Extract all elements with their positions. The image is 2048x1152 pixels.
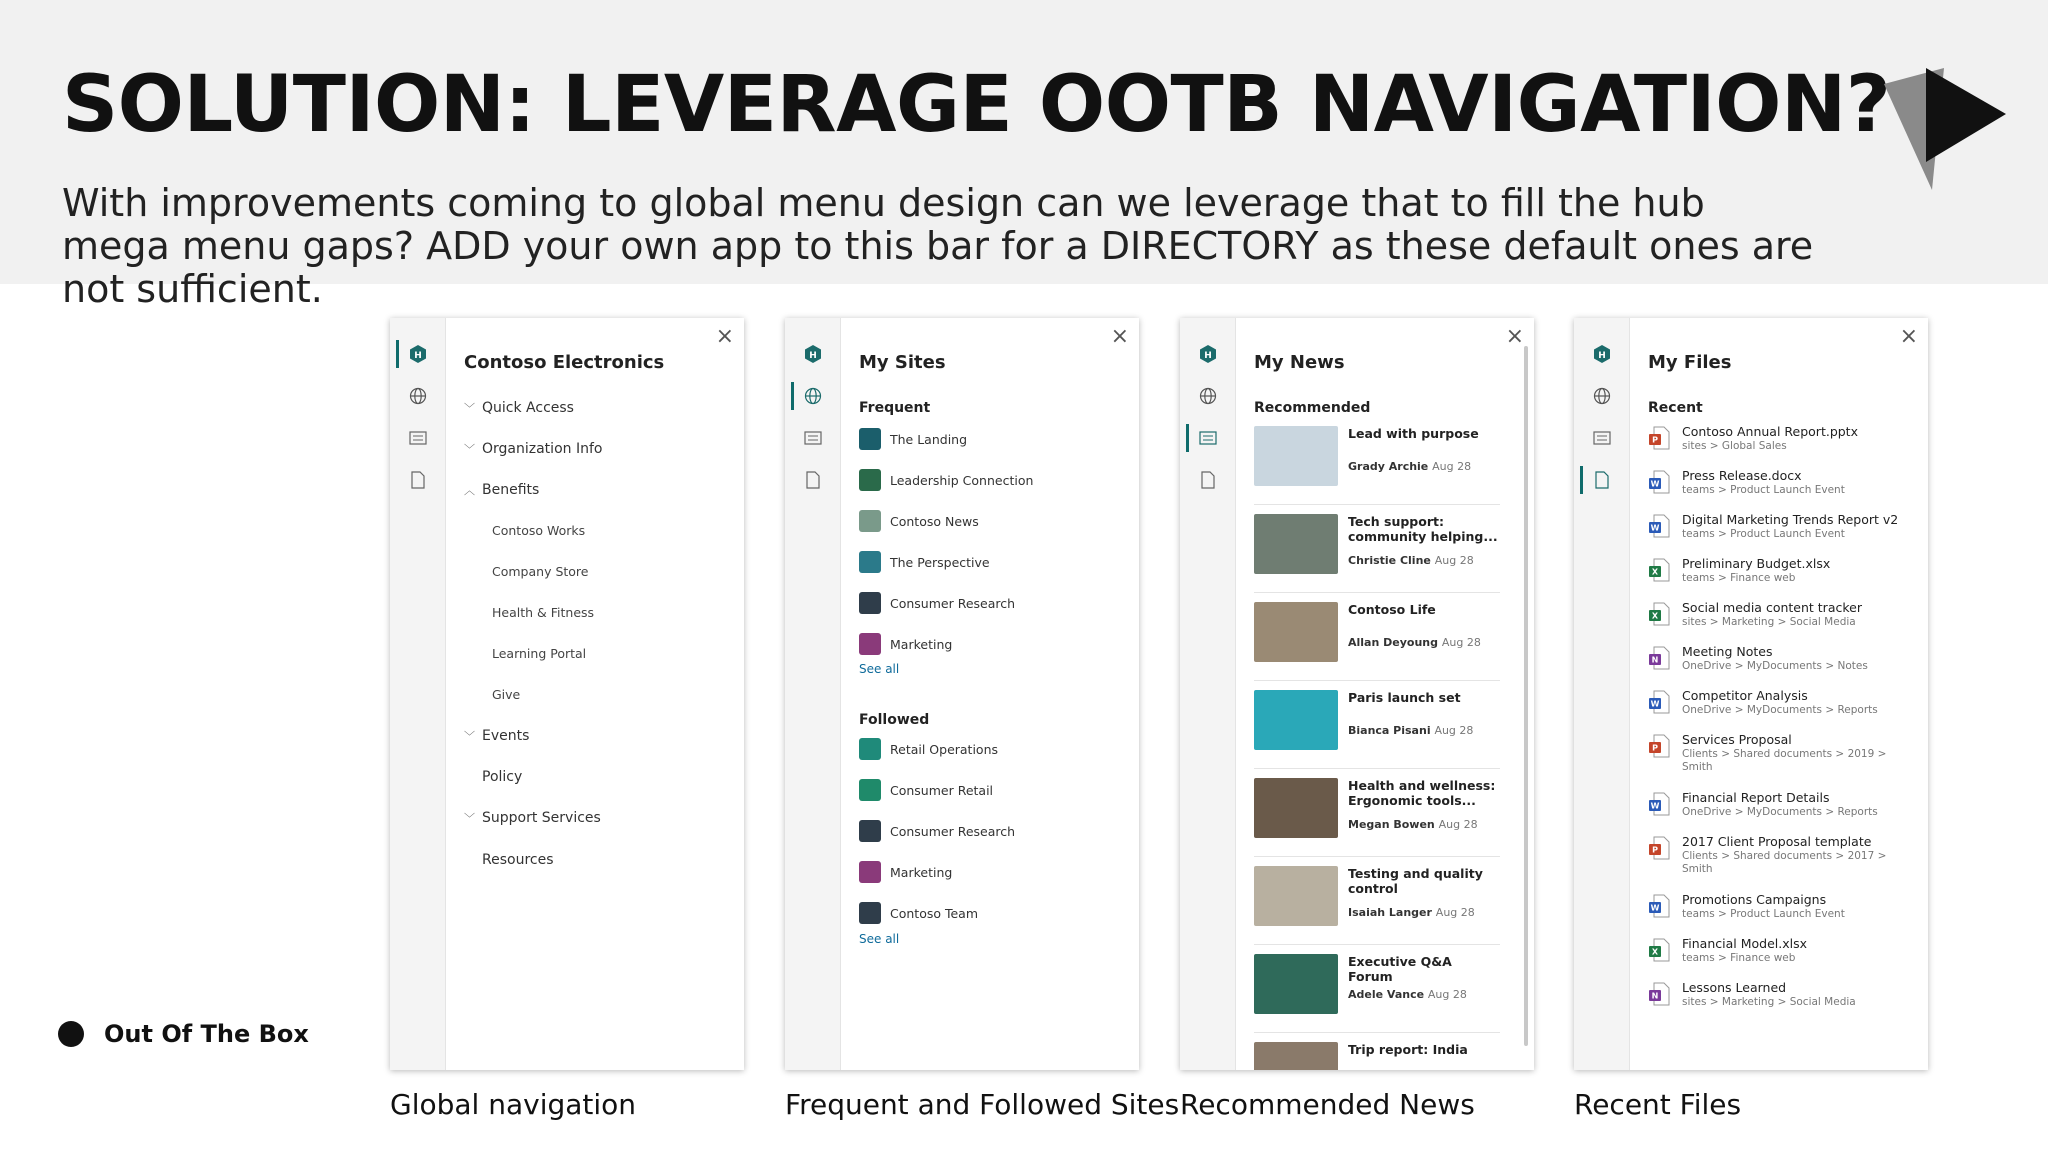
file-item[interactable] <box>1648 732 1908 772</box>
hub-home-icon[interactable] <box>795 336 831 372</box>
news-thumbnail <box>1254 866 1338 926</box>
global-navigation-panel <box>390 318 744 1070</box>
app-bar <box>1574 318 1630 1070</box>
ppt-file-icon <box>1648 734 1670 758</box>
slide-title: SOLUTION: LEVERAGE OOTB NAVIGATION? <box>62 60 1891 150</box>
frequent-heading: Frequent <box>859 400 931 416</box>
news-title: Health and wellness: Ergonomic tools... <box>1348 778 1496 808</box>
news-title: Contoso Life <box>1348 602 1436 617</box>
news-title: Trip report: India <box>1348 1042 1468 1057</box>
site-item-label: The Perspective <box>890 554 990 570</box>
hub-icon <box>859 428 881 450</box>
globe-icon[interactable] <box>1190 378 1226 414</box>
site-item-label: Marketing <box>890 864 953 880</box>
file-item[interactable] <box>1648 424 1908 464</box>
svg-text:H: H <box>414 351 422 361</box>
followed-heading: Followed <box>859 712 930 728</box>
close-icon[interactable]: × <box>715 324 734 349</box>
news-thumbnail <box>1254 954 1338 1014</box>
site-item[interactable] <box>859 633 952 655</box>
news-meta <box>1348 636 1481 649</box>
site-item[interactable] <box>859 861 952 883</box>
site-item-label: Consumer Retail <box>890 782 994 798</box>
news-meta <box>1348 818 1478 831</box>
hub-home-icon[interactable] <box>1584 336 1620 372</box>
nav-item[interactable] <box>464 441 602 457</box>
nav-item[interactable] <box>464 852 554 868</box>
word-file-icon <box>1648 894 1670 918</box>
site-item-label: Retail Operations <box>890 741 999 757</box>
see-all-frequent-link[interactable]: See all <box>859 662 900 676</box>
divider <box>1254 592 1500 593</box>
file-path: OneDrive > MyDocuments > Notes <box>1682 660 1868 672</box>
news-icon[interactable] <box>1584 420 1620 456</box>
site-item[interactable] <box>859 469 1033 491</box>
file-name: Competitor Analysis <box>1682 688 1808 703</box>
file-path: teams > Product Launch Event <box>1682 528 1845 540</box>
divider <box>1254 768 1500 769</box>
consumer-retail-icon <box>859 779 881 801</box>
chevron-down-icon: ﹀ <box>464 730 475 743</box>
news-author: Isaiah Langer <box>1348 906 1432 919</box>
news-item[interactable] <box>1254 426 1500 498</box>
nav-item[interactable] <box>464 728 529 744</box>
nav-item[interactable] <box>492 564 588 579</box>
news-item[interactable] <box>1254 866 1500 938</box>
close-icon[interactable]: × <box>1110 324 1129 349</box>
divider <box>1254 504 1500 505</box>
caption-files: Recent Files <box>1574 1088 1742 1121</box>
caption-sites: Frequent and Followed Sites <box>785 1088 1180 1121</box>
site-item-label: Leadership Connection <box>890 472 1034 488</box>
panel-title: My News <box>1254 352 1345 373</box>
excel-file-icon <box>1648 938 1670 962</box>
nav-item[interactable] <box>492 605 594 620</box>
svg-text:W: W <box>1650 903 1660 913</box>
news-title: Paris launch set <box>1348 690 1461 705</box>
news-date: Aug 28 <box>1434 554 1474 567</box>
svg-text:W: W <box>1650 479 1660 489</box>
hub-home-icon[interactable] <box>1190 336 1226 372</box>
excel-file-icon <box>1648 558 1670 582</box>
legend-dot-icon <box>58 1021 84 1047</box>
svg-text:P: P <box>1652 743 1658 753</box>
site-item[interactable] <box>859 551 990 573</box>
news-date: Aug 28 <box>1432 460 1472 473</box>
svg-text:X: X <box>1651 947 1659 957</box>
ppt-file-icon <box>1648 836 1670 860</box>
site-item[interactable] <box>859 902 978 924</box>
file-name: Preliminary Budget.xlsx <box>1682 556 1831 571</box>
news-thumbnail <box>1254 426 1338 486</box>
nav-item-label: Quick Access <box>482 400 574 416</box>
news-author: Bianca Pisani <box>1348 724 1431 737</box>
svg-text:W: W <box>1650 801 1660 811</box>
research-icon <box>859 820 881 842</box>
news-icon <box>859 510 881 532</box>
file-item[interactable] <box>1648 512 1908 552</box>
file-path: sites > Marketing > Social Media <box>1682 996 1856 1008</box>
news-meta <box>1348 988 1467 1001</box>
site-item-label: The Landing <box>890 431 968 447</box>
see-all-followed-link[interactable]: See all <box>859 932 900 946</box>
file-name: Promotions Campaigns <box>1682 892 1827 907</box>
legend-label: Out Of The Box <box>104 1020 309 1048</box>
site-item[interactable] <box>859 510 979 532</box>
nav-item-label: Support Services <box>482 810 601 826</box>
word-file-icon <box>1648 792 1670 816</box>
file-name: Financial Model.xlsx <box>1682 936 1807 951</box>
chevron-down-icon: ﹀ <box>464 812 475 825</box>
nav-item[interactable] <box>464 810 601 826</box>
research-icon <box>859 592 881 614</box>
file-item[interactable] <box>1648 644 1908 684</box>
site-item-label: Contoso News <box>890 513 979 529</box>
nav-item-label: Organization Info <box>482 441 603 457</box>
news-icon[interactable] <box>400 420 436 456</box>
nav-item-label: Benefits <box>482 482 540 498</box>
panel-title: My Sites <box>859 352 946 373</box>
nav-item[interactable] <box>464 400 574 416</box>
nav-item-label: Give <box>492 687 521 702</box>
news-date: Aug 28 <box>1434 724 1474 737</box>
globe-icon[interactable] <box>1584 378 1620 414</box>
file-item[interactable] <box>1648 790 1908 830</box>
file-name: Contoso Annual Report.pptx <box>1682 424 1858 439</box>
file-name: Services Proposal <box>1682 732 1792 747</box>
retail-ops-icon <box>859 738 881 760</box>
nav-item-label: Events <box>482 728 530 744</box>
site-item-label: Consumer Research <box>890 595 1016 611</box>
svg-text:H: H <box>809 351 817 361</box>
files-panel <box>1574 318 1928 1070</box>
file-path: sites > Global Sales <box>1682 440 1787 452</box>
file-name: Press Release.docx <box>1682 468 1802 483</box>
news-item[interactable] <box>1254 954 1500 1026</box>
nav-item[interactable] <box>464 482 539 498</box>
nav-item[interactable] <box>492 687 520 702</box>
panel-title: My Files <box>1648 352 1732 373</box>
news-date: Aug 28 <box>1435 906 1475 919</box>
svg-text:W: W <box>1650 699 1660 709</box>
chevron-down-icon: ﹀ <box>464 402 475 415</box>
divider <box>1254 856 1500 857</box>
site-item[interactable] <box>859 820 1015 842</box>
file-path: teams > Product Launch Event <box>1682 908 1845 920</box>
nav-item[interactable] <box>464 769 522 785</box>
file-icon[interactable] <box>400 462 436 498</box>
file-path: teams > Finance web <box>1682 952 1796 964</box>
recent-heading: Recent <box>1648 400 1703 416</box>
globe-icon[interactable] <box>795 378 831 414</box>
news-item[interactable] <box>1254 1042 1500 1070</box>
file-item[interactable] <box>1648 468 1908 508</box>
file-item[interactable] <box>1648 688 1908 728</box>
news-author: Adele Vance <box>1348 988 1425 1001</box>
news-item[interactable] <box>1254 602 1500 674</box>
news-title: Lead with purpose <box>1348 426 1479 441</box>
word-file-icon <box>1648 514 1670 538</box>
recommended-heading: Recommended <box>1254 400 1371 416</box>
slide-header <box>0 0 2048 311</box>
divider <box>1254 680 1500 681</box>
divider <box>1254 944 1500 945</box>
file-icon[interactable] <box>795 462 831 498</box>
news-date: Aug 28 <box>1438 818 1478 831</box>
excel-file-icon <box>1648 602 1670 626</box>
nav-item-label: Contoso Works <box>492 523 586 538</box>
nav-item-label: Policy <box>482 769 523 785</box>
svg-text:X: X <box>1651 611 1659 621</box>
file-item[interactable] <box>1648 834 1908 874</box>
svg-text:P: P <box>1652 435 1658 445</box>
file-name: 2017 Client Proposal template <box>1682 834 1872 849</box>
legend <box>58 1020 309 1048</box>
file-path: Clients > Shared documents > 2017 > Smith <box>1682 850 1887 875</box>
file-path: Clients > Shared documents > 2019 > Smith <box>1682 748 1887 773</box>
caption-news: Recommended News <box>1180 1088 1475 1121</box>
news-item[interactable] <box>1254 778 1500 850</box>
file-name: Digital Marketing Trends Report v2 <box>1682 512 1899 527</box>
svg-text:X: X <box>1651 567 1659 577</box>
site-item[interactable] <box>859 428 967 450</box>
news-author: Christie Cline <box>1348 554 1431 567</box>
svg-text:W: W <box>1650 523 1660 533</box>
close-icon[interactable]: × <box>1505 324 1524 349</box>
perspective-icon <box>859 551 881 573</box>
caption-global-navigation: Global navigation <box>390 1088 637 1121</box>
file-name: Meeting Notes <box>1682 644 1773 659</box>
news-item[interactable] <box>1254 514 1500 586</box>
scrollbar[interactable] <box>1524 346 1528 1046</box>
sites-panel <box>785 318 1139 1070</box>
news-meta <box>1348 906 1475 919</box>
news-title: Tech support: community helping... <box>1348 514 1498 544</box>
nav-item-label: Company Store <box>492 564 589 579</box>
news-author: Grady Archie <box>1348 460 1429 473</box>
word-file-icon <box>1648 690 1670 714</box>
site-item[interactable] <box>859 779 993 801</box>
svg-text:H: H <box>1598 351 1606 361</box>
news-item[interactable] <box>1254 690 1500 762</box>
news-meta <box>1348 554 1474 567</box>
site-item-label: Consumer Research <box>890 823 1016 839</box>
svg-text:N: N <box>1651 991 1659 1001</box>
svg-text:H: H <box>1204 351 1212 361</box>
news-icon[interactable] <box>795 420 831 456</box>
marketing-icon <box>859 633 881 655</box>
news-thumbnail <box>1254 1042 1338 1070</box>
news-date: Aug 28 <box>1427 988 1467 1001</box>
file-item[interactable] <box>1648 936 1908 976</box>
site-item[interactable] <box>859 738 998 760</box>
file-path: OneDrive > MyDocuments > Reports <box>1682 806 1878 818</box>
news-author: Megan Bowen <box>1348 818 1435 831</box>
panel-title: Contoso Electronics <box>464 352 665 373</box>
file-name: Social media content tracker <box>1682 600 1862 615</box>
nav-item-label: Resources <box>482 852 554 868</box>
news-panel <box>1180 318 1534 1070</box>
chevron-up-icon: ︿ <box>464 484 475 497</box>
file-item[interactable] <box>1648 980 1908 1020</box>
app-bar <box>785 318 841 1070</box>
news-meta <box>1348 724 1473 737</box>
nav-item-label: Health & Fitness <box>492 605 595 620</box>
news-title: Executive Q&A Forum <box>1348 954 1452 984</box>
close-icon[interactable]: × <box>1899 324 1918 349</box>
app-bar <box>1180 318 1236 1070</box>
site-item[interactable] <box>859 592 1015 614</box>
news-icon[interactable] <box>1190 420 1226 456</box>
globe-icon[interactable] <box>400 378 436 414</box>
nav-item-label: Learning Portal <box>492 646 587 661</box>
site-item-label: Contoso Team <box>890 905 979 921</box>
svg-text:N: N <box>1651 655 1659 665</box>
team-icon <box>859 902 881 924</box>
file-item[interactable] <box>1648 892 1908 932</box>
file-path: teams > Product Launch Event <box>1682 484 1845 496</box>
file-path: sites > Marketing > Social Media <box>1682 616 1856 628</box>
nav-item[interactable] <box>492 646 586 661</box>
onenote-file-icon <box>1648 646 1670 670</box>
chevron-down-icon: ﹀ <box>464 443 475 456</box>
play-logo-icon <box>1880 62 2010 192</box>
file-item[interactable] <box>1648 556 1908 596</box>
file-icon[interactable] <box>1190 462 1226 498</box>
file-name: Financial Report Details <box>1682 790 1830 805</box>
news-meta <box>1348 460 1471 473</box>
news-date: Aug 28 <box>1441 636 1481 649</box>
news-thumbnail <box>1254 602 1338 662</box>
svg-text:P: P <box>1652 845 1658 855</box>
file-path: OneDrive > MyDocuments > Reports <box>1682 704 1878 716</box>
file-item[interactable] <box>1648 600 1908 640</box>
ppt-file-icon <box>1648 426 1670 450</box>
site-item-label: Marketing <box>890 636 953 652</box>
app-bar <box>390 318 446 1070</box>
word-file-icon <box>1648 470 1670 494</box>
file-icon[interactable] <box>1584 462 1620 498</box>
hub-home-icon[interactable] <box>400 336 436 372</box>
news-thumbnail <box>1254 514 1338 574</box>
marketing-icon <box>859 861 881 883</box>
divider <box>1254 1032 1500 1033</box>
nav-item[interactable] <box>492 523 585 538</box>
news-thumbnail <box>1254 690 1338 750</box>
onenote-file-icon <box>1648 982 1670 1006</box>
news-title: Testing and quality control <box>1348 866 1483 896</box>
slide-subtitle: With improvements coming to global menu design can we leverage that to fill the hub mega menu gaps? ADD your own app to this bar for a DIRECTORY as these default ones are not sufficient. <box>62 181 1814 311</box>
file-path: teams > Finance web <box>1682 572 1796 584</box>
file-name: Lessons Learned <box>1682 980 1787 995</box>
news-author: Allan Deyoung <box>1348 636 1438 649</box>
news-thumbnail <box>1254 778 1338 838</box>
leadership-icon <box>859 469 881 491</box>
